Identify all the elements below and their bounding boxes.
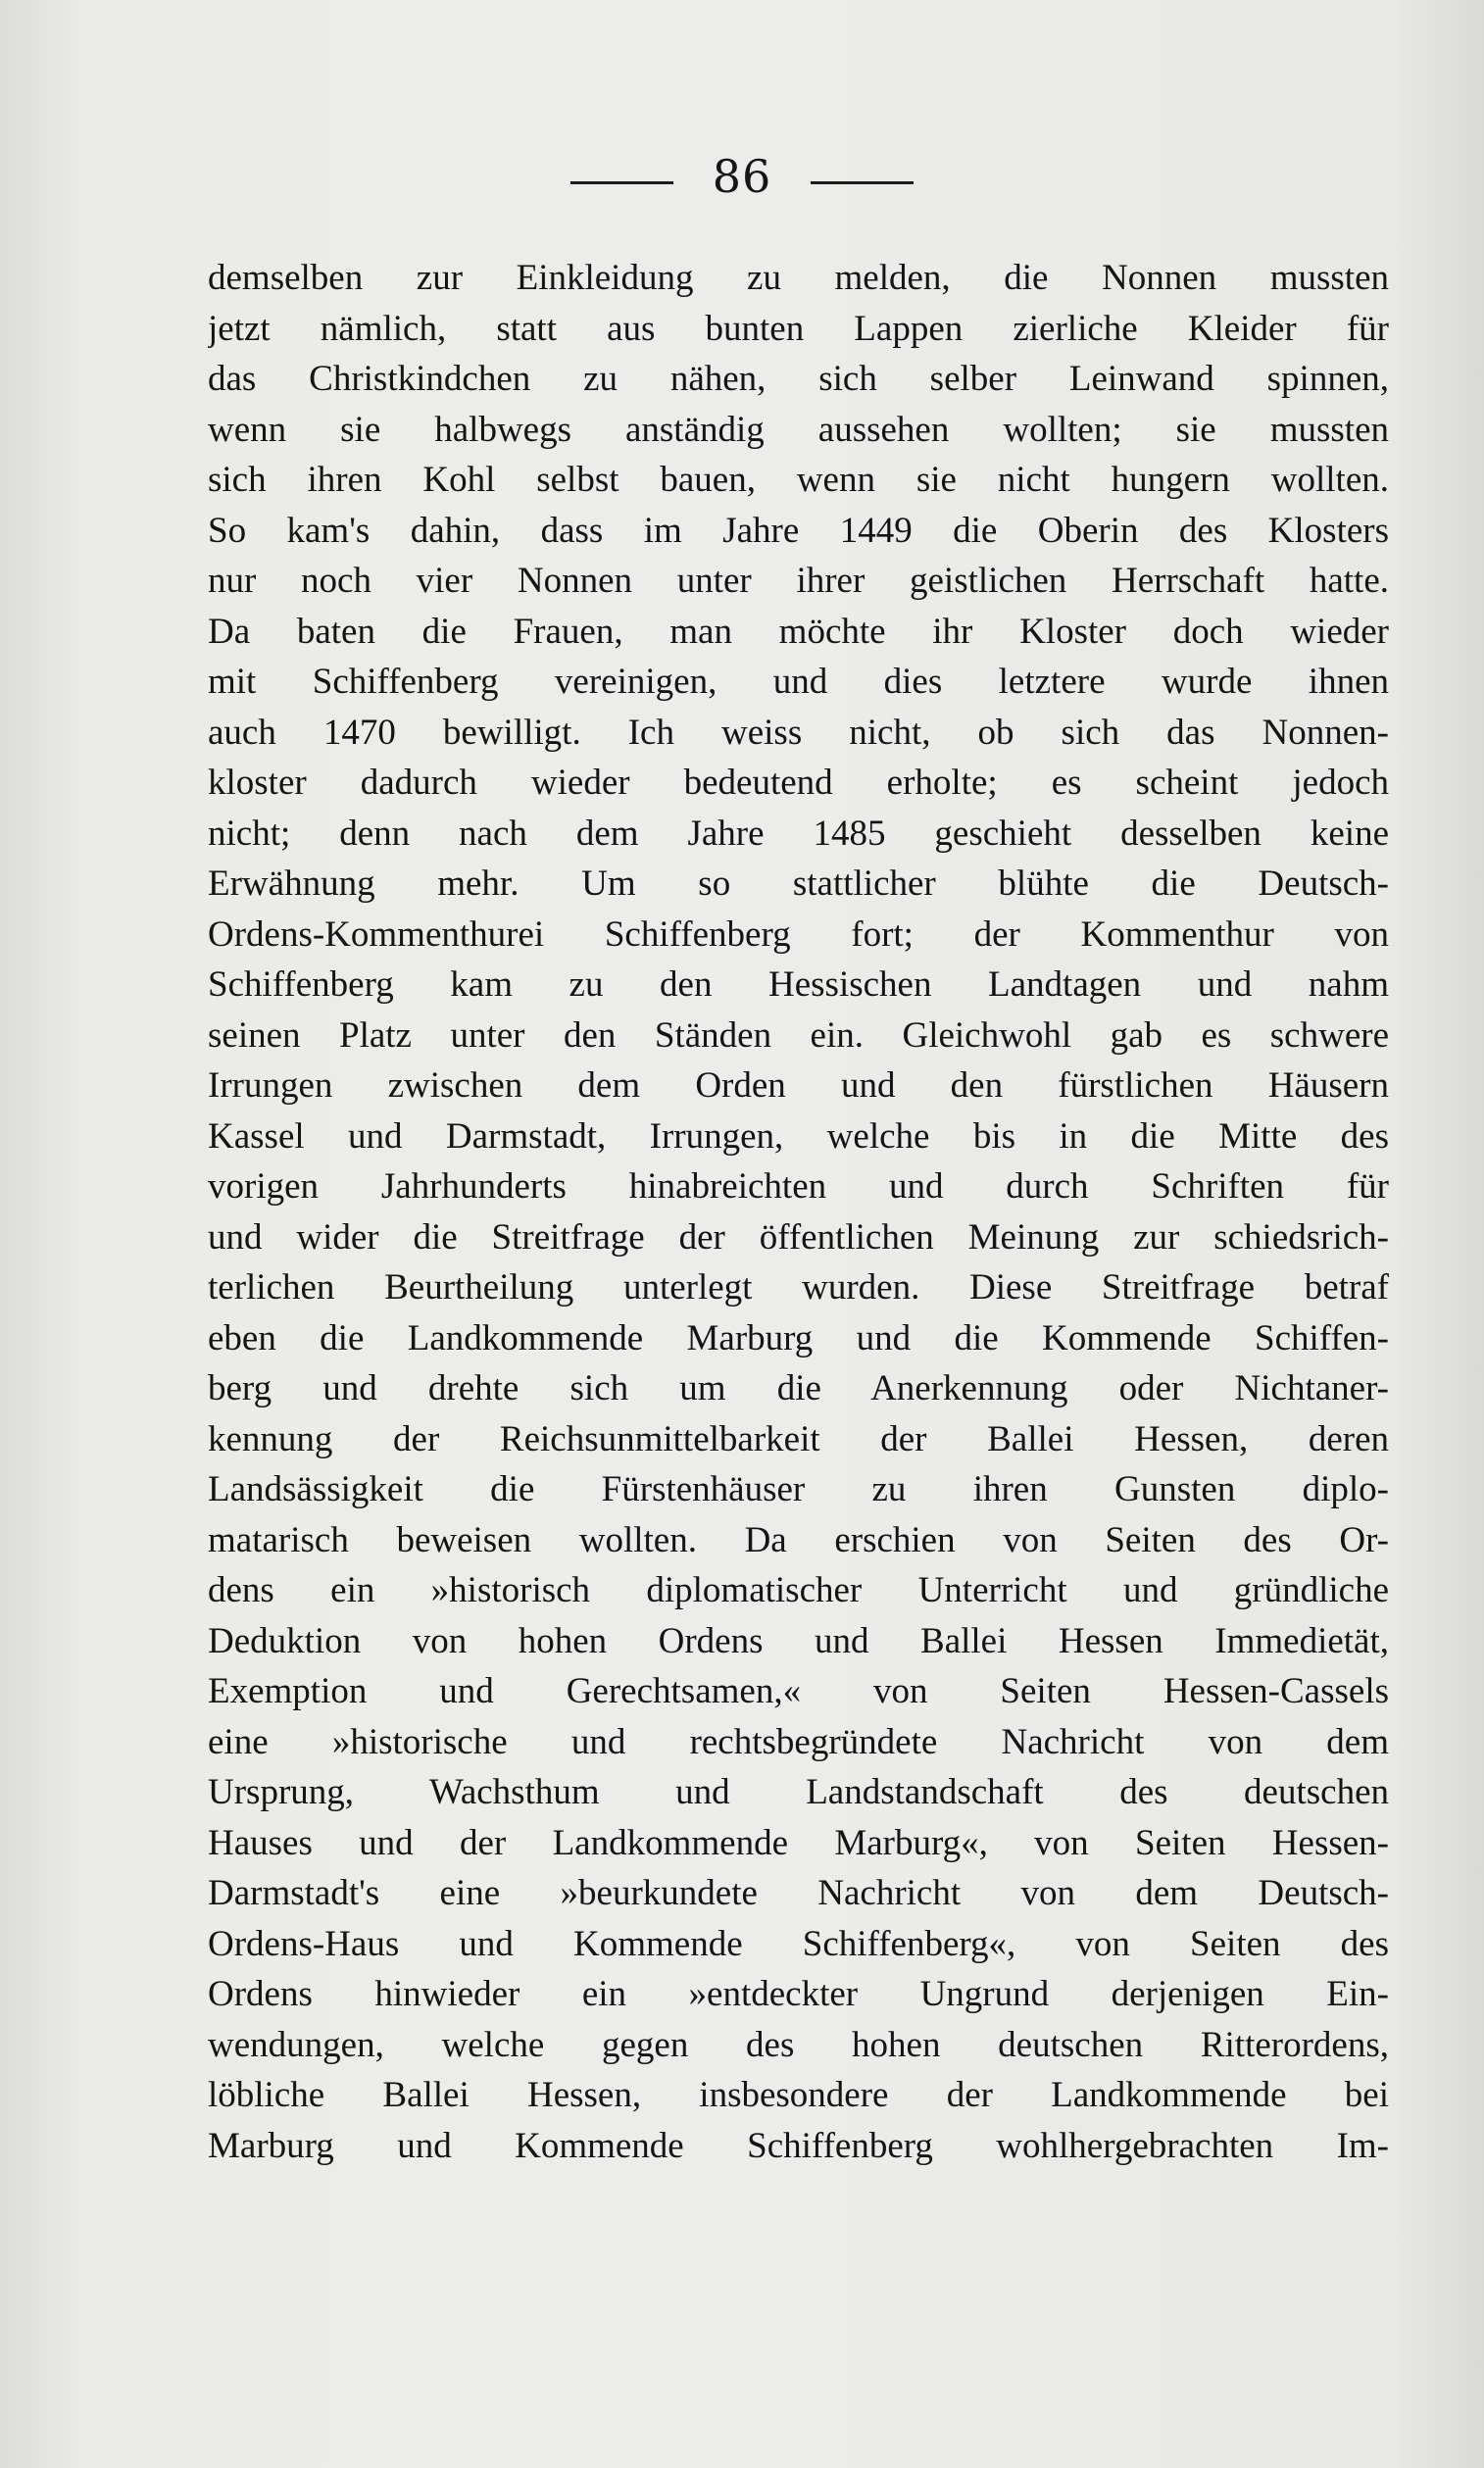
text-line: Ursprung, Wachsthum und Landstandschaft des deutschen xyxy=(208,1772,1389,1812)
text-line: seinen Platz unter den Ständen ein. Gleichwohl gab es schwere xyxy=(208,1014,1389,1056)
text-line: löbliche Ballei Hessen, insbesondere der Landkommende bei xyxy=(208,2075,1389,2115)
header-rule-left xyxy=(570,181,673,184)
text-line: jetzt nämlich, statt aus bunten Lappen zierliche Kleider für xyxy=(208,308,1389,349)
text-line: Ordens-Kommenthurei Schiffenberg fort; der Kommenthur von xyxy=(208,913,1389,955)
text-line: vorigen Jahrhunderts hinabreichten und durch Schriften für xyxy=(208,1166,1389,1207)
text-line: Darmstadt's eine »beurkundete Nachricht von dem Deutsch- xyxy=(208,1873,1389,1913)
text-line: das Christkindchen zu nähen, sich selber Leinwand spinnen, xyxy=(208,359,1389,399)
text-line: und wider die Streitfrage der öffentlichen Meinung zur schiedsrich- xyxy=(208,1216,1389,1258)
text-line: Schiffenberg kam zu den Hessischen Landtagen und nahm xyxy=(208,964,1389,1005)
text-line: mit Schiffenberg vereinigen, und dies letztere wurde ihnen xyxy=(208,662,1389,702)
text-line: sich ihren Kohl selbst bauen, wenn sie nicht hungern wollten. xyxy=(208,460,1389,500)
text-line: matarisch beweisen wollten. Da erschien von Seiten des Or- xyxy=(208,1519,1389,1560)
text-line: Landsässigkeit die Fürstenhäuser zu ihren Gunsten diplo- xyxy=(208,1469,1389,1509)
text-line: eine »historische und rechtsbegründete Nachricht von dem xyxy=(208,1721,1389,1762)
text-line: terlichen Beurtheilung unterlegt wurden. Diese Streitfrage betraf xyxy=(208,1267,1389,1308)
text-line: demselben zur Einkleidung zu melden, die Nonnen mussten xyxy=(208,258,1389,298)
text-line: nur noch vier Nonnen unter ihrer geistlichen Herrschaft hatte. xyxy=(208,561,1389,601)
text-line: Marburg und Kommende Schiffenberg wohlhergebrachten Im- xyxy=(208,2125,1389,2166)
page-header xyxy=(0,147,1484,206)
body-text xyxy=(208,253,1389,2171)
text-line: wenn sie halbwegs anständig aussehen wollten; sie mussten xyxy=(208,409,1389,450)
text-line: auch 1470 bewilligt. Ich weiss nicht, ob sich das Nonnen- xyxy=(208,712,1389,753)
text-line: Da baten die Frauen, man möchte ihr Kloster doch wieder xyxy=(208,611,1389,652)
text-line: dens ein »historisch diplomatischer Unterricht und gründliche xyxy=(208,1570,1389,1610)
text-line: wendungen, welche gegen des hohen deutschen Ritterordens, xyxy=(208,2024,1389,2065)
text-line: Hauses und der Landkommende Marburg«, von Seiten Hessen- xyxy=(208,1822,1389,1863)
text-line: Irrungen zwischen dem Orden und den fürstlichen Häusern xyxy=(208,1065,1389,1106)
text-line: Deduktion von hohen Ordens und Ballei Hessen Immedietät, xyxy=(208,1620,1389,1661)
text-line: Ordens hinwieder ein »entdeckter Ungrund derjenigen Ein- xyxy=(208,1974,1389,2014)
text-line: kennung der Reichsunmittelbarkeit der Ballei Hessen, deren xyxy=(208,1418,1389,1459)
text-line: Exemption und Gerechtsamen,« von Seiten Hessen-Cassels xyxy=(208,1671,1389,1711)
text-line: eben die Landkommende Marburg und die Kommende Schiffen- xyxy=(208,1317,1389,1358)
text-line: Ordens-Haus und Kommende Schiffenberg«, von Seiten des xyxy=(208,1923,1389,1964)
text-line: berg und drehte sich um die Anerkennung oder Nichtaner- xyxy=(208,1368,1389,1408)
text-line: nicht; denn nach dem Jahre 1485 geschieht desselben keine xyxy=(208,813,1389,854)
header-rule-right xyxy=(811,181,914,184)
text-line: Kassel und Darmstadt, Irrungen, welche bis in die Mitte des xyxy=(208,1115,1389,1157)
text-line: kloster dadurch wieder bedeutend erholte; es scheint jedoch xyxy=(208,763,1389,803)
page-number: 86 xyxy=(712,150,772,203)
text-line: So kam's dahin, dass im Jahre 1449 die Oberin des Klosters xyxy=(208,510,1389,551)
text-line: Erwähnung mehr. Um so stattlicher blühte die Deutsch- xyxy=(208,864,1389,904)
